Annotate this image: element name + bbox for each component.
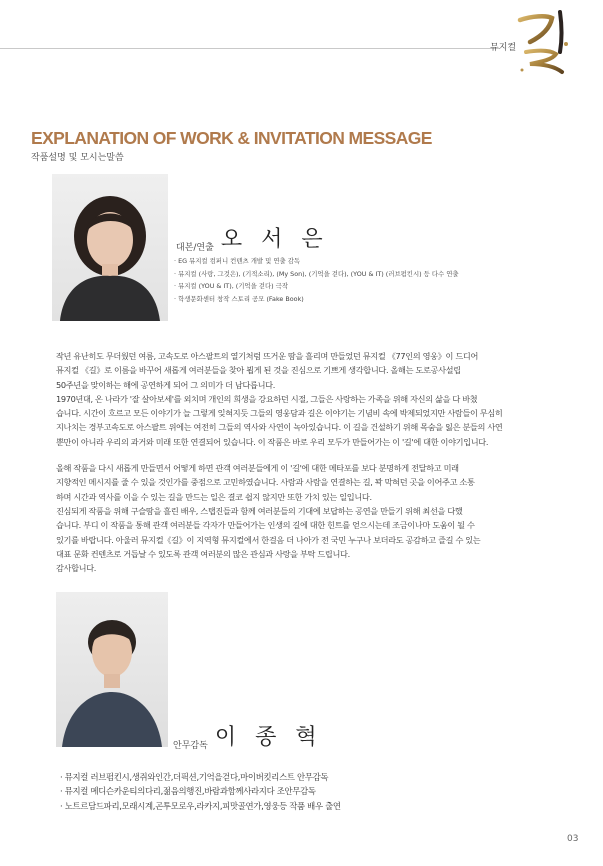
list-item: · 뮤지컬 러브펌킨시,생쥐와인간,더픽션,기억을걷다,마이버킷리스트 안무감독 [60,772,329,782]
body-line: 1970년대, 온 나라가 '잘 살아보세'를 외치며 개인의 희생을 강요하던 시절, 그들은 사랑하는 가족을 위해 자신의 삶을 다 바쳤 [56,393,478,404]
invitation-message [56,349,566,575]
director-name: 오 서 은 [220,227,329,252]
list-item: · 뮤지컬 (사랑, 그것은), (기적소리), (My Son), (기억을 걷다), (YOU & IT) (러브펌킨시) 등 다수 연출 [174,269,459,278]
list-item: · 노트르담드파리,모래시계,곤투모로우,라카지,피맛골연가,영웅등 작품 배우 출연 [60,800,341,811]
director-role-line [176,222,329,253]
body-line: 하며 시간과 역사를 이을 수 있는 길을 만드는 일은 결코 쉽지 않지만 또한 가치 있는 일입니다. [56,491,372,502]
body-line: 뮤지컬 《길》로 이름을 바꾸어 새롭게 여러분들을 찾아 뵙게 된 것을 진심으로 기쁘게 생각합니다. 올해는 도로공사설립 [56,365,461,376]
list-item: · 뮤지컬 메디슨카운티의다리,젊음의행진,바람과함께사라지다 조안무감독 [60,786,316,797]
body-line: 올해 작품을 다시 새롭게 만들면서 어떻게 하면 관객 여러분들에게 이 '길'에 대한 메타포를 보다 분명하게 전달하고 미래 [56,463,459,474]
list-item: · 뮤지컬 (YOU & IT), (기억을 걷다) 극작 [174,282,289,291]
choreographer-role: 안무감독 [173,741,208,751]
body-line: 지나치는 경부고속도로 아스팔트 위에는 여전히 그들의 역사와 사연이 녹아있습니다. 이 길을 건설하기 위해 목숨을 잃은 분들의 사연 [56,422,503,433]
body-line: 진심되게 작품을 위해 구슬땀을 흘린 배우, 스탭진들과 함께 여러분들의 기대에 보답하는 공연을 만들기 위해 최선을 다했 [56,505,463,516]
body-line: 감사합니다. [56,563,97,574]
choreographer-role-line [173,720,323,751]
page-title-english: EXPLANATION OF WORK & INVITATION MESSAGE [31,128,432,148]
paragraph-gap [56,449,566,461]
body-line: 습니다. 부디 이 작품을 통해 관객 여러분들 각자가 만들어가는 인생의 길에 대한 힌트를 얻으시는데 조금이나마 도움이 될 수 [56,520,475,531]
body-line: 있기를 바랍니다. 아울러 뮤지컬《길》이 지역형 뮤지컬에서 한걸음 더 나아가 전 국민 누구나 보더라도 공감하고 즐길 수 있는 [56,534,481,545]
body-line: 지향적인 메시지를 줄 수 있을 것인가를 중점으로 고민하였습니다. 사람과 사람을 연결하는 길, 꽉 막혀던 곳을 이어주고 소통 [56,477,475,488]
choreographer-credits [60,770,341,813]
body-line: 습니다. 시간이 흐르고 모든 이야기가 늘 그렇게 잊혀지듯 그들의 영웅담과 길은 이야기는 기념비 속에 박제되었지만 사람들이 무심히 [56,408,503,419]
choreographer-name: 이 종 혁 [214,725,323,750]
body-line: 대표 문화 컨텐츠로 거듭날 수 있도록 관객 여러분의 많은 관심과 사랑을 부탁 드립니다. [56,548,350,559]
list-item: · EG 뮤지컬 컴퍼니 컨텐츠 개발 및 연출 감독 [174,257,301,265]
page-number: 03 [567,834,579,844]
body-line: 뿐만이 아니라 우리의 과거와 미래 또한 연결되어 있습니다. 이 작품은 바로 우리 모두가 만들어가는 이 '길'에 대한 이야기입니다. [56,436,489,447]
director-role: 대본/연출 [176,243,214,253]
musical-logo-gil [512,6,574,78]
section-label: 뮤지컬 [490,43,517,53]
body-line: 50주년을 맞이하는 해에 공연하게 되어 그 의미가 더 남다릅니다. [56,379,275,390]
director-portrait [52,174,168,321]
list-item: · 학생문화센터 창작 스토리 공모 (Fake Book) [174,294,304,303]
page-title-korean: 작품설명 및 모시는말씀 [31,153,124,163]
director-credits [174,255,459,305]
body-line: 작년 유난히도 무더웠던 여름, 고속도로 아스팔트의 열기처럼 뜨거운 땀을 흘리며 만들었던 뮤지컬 《77인의 영웅》이 드디어 [56,351,479,361]
header-rule [0,48,500,49]
choreographer-portrait [56,592,168,747]
